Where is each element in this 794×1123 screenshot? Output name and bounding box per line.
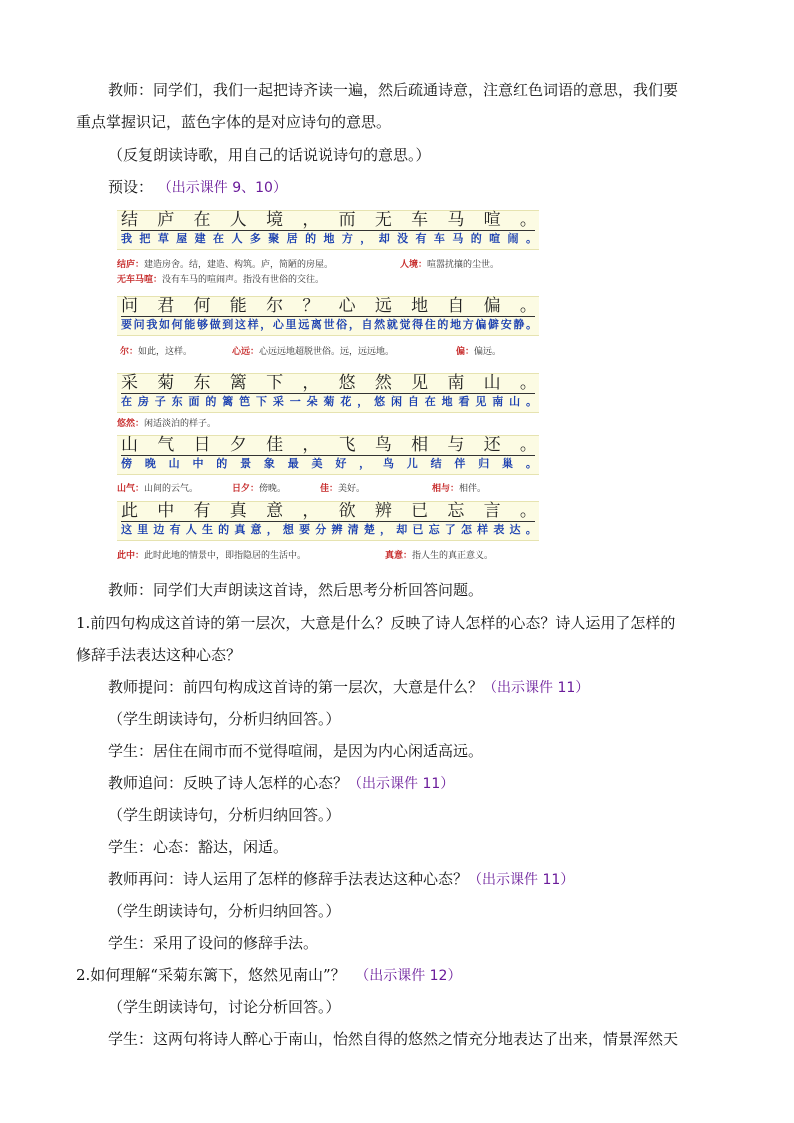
note-4b: 日夕：傍晚。 — [232, 484, 287, 494]
preset-label: 预设： — [108, 178, 154, 196]
note-5a: 此中：此时此地的情景中，即指隐居的生活中。 — [117, 551, 307, 561]
poem-line-1 — [117, 210, 539, 250]
poem-line-translation: 傍 晚 山 中 的 景 象 最 美 好 ， 鸟 儿 结 伴 归 巢 。 — [121, 457, 537, 470]
poem-line-translation: 我 把 草 屋 建 在 人 多 聚 居 的 地 方 ， 却 没 有 车 马 的 喧 闹 。 — [121, 232, 537, 245]
note-4a: 山气：山间的云气。 — [117, 484, 199, 494]
teacher-ask-line: 教师提问：前四句构成这首诗的第一层次，大意是什么？（出示课件 11） — [108, 678, 590, 696]
note-4d: 相与：相伴。 — [432, 484, 487, 494]
teacher-followup-line: 教师追问：反映了诗人怎样的心态？（出示课件 11） — [108, 774, 455, 792]
note-5b: 真意：指人生的真正意义。 — [385, 551, 494, 561]
poem-line-text: 此 中 有 真 意 ， 欲 辨 已 忘 言 。 — [121, 501, 537, 521]
intro-line-3: （反复朗读诗歌，用自己的话说说诗句的意思。） — [108, 146, 431, 164]
intro-line-2: 重点掌握识记，蓝色字体的是对应诗句的意思。 — [76, 113, 392, 131]
poem-line-4 — [117, 435, 539, 475]
student-action-2: （学生朗读诗句，分析归纳回答。） — [108, 806, 341, 824]
note-3a: 悠然：闲适淡泊的样子。 — [117, 419, 217, 429]
note-1c: 无车马喧：没有车马的喧闹声。指没有世俗的交往。 — [117, 275, 325, 285]
poem-line-translation: 要 问 我 如 何 能 够 做 到 这 样 ， 心 里 远 离 世 俗 ， 自 然 就 觉 得 住 的 地 方 偏 僻 安 静 。 — [121, 318, 537, 331]
question-1-line-2: 修辞手法表达这种心态？ — [76, 646, 242, 664]
student-answer-2: 学生：心态：豁达，闲适。 — [108, 838, 289, 856]
student-action-1: （学生朗读诗句，分析归纳回答。） — [108, 710, 341, 728]
poem-line-text: 山 气 日 夕 佳 ， 飞 鸟 相 与 还 。 — [121, 435, 537, 455]
poem-line-2 — [117, 296, 539, 336]
slide-ref: （出示课件 11） — [348, 776, 455, 792]
poem-line-text: 结 庐 在 人 境 ， 而 无 车 马 喧 。 — [121, 210, 537, 230]
poem-line-3 — [117, 373, 539, 413]
question-1-line-1: 1.前四句构成这首诗的第一层次，大意是什么？反映了诗人怎样的心态？诗人运用了怎样的 — [76, 614, 676, 632]
note-4c: 佳：美好。 — [320, 484, 366, 494]
student-action-3: （学生朗读诗句，分析归纳回答。） — [108, 902, 341, 920]
note-1a: 结庐：建造房舍。结，建造、构筑。庐，简陋的房屋。 — [117, 260, 334, 270]
preset-line — [108, 177, 287, 198]
teacher-reask-line: 教师再问：诗人运用了怎样的修辞手法表达这种心态？（出示课件 11） — [108, 870, 575, 888]
poem-line-5 — [117, 501, 539, 541]
intro-line-1: 教师：同学们，我们一起把诗齐读一遍，然后疏通诗意，注意红色词语的意思，我们要 — [108, 81, 679, 99]
slide-ref: （出示课件 11） — [483, 680, 590, 696]
poem-line-text: 问 君 何 能 尔 ？ 心 远 地 自 偏 。 — [121, 296, 537, 316]
teacher-read-line: 教师：同学们大声朗读这首诗，然后思考分析回答问题。 — [108, 581, 484, 599]
poem-line-translation: 这 里 边 有 人 生 的 真 意 ， 想 要 分 辨 清 楚 ， 却 已 忘 了 怎 样 表 达 。 — [121, 523, 537, 536]
student-answer-3: 学生：采用了设问的修辞手法。 — [108, 934, 319, 952]
student-action-4: （学生朗读诗句，讨论分析回答。） — [108, 998, 341, 1016]
student-answer-1: 学生：居住在闹市而不觉得喧闹，是因为内心闲适高远。 — [108, 742, 484, 760]
note-2b: 心远：心远远地超脱世俗。远，远远地。 — [232, 347, 395, 357]
note-1b: 人境：喧嚣扰攘的尘世。 — [400, 260, 500, 270]
slide-ref: （出示课件 11） — [468, 872, 575, 888]
preset-ref: （出示课件 9、10） — [157, 180, 287, 196]
note-2a: 尔：如此，这样。 — [120, 347, 193, 357]
slide-ref: （出示课件 12） — [355, 968, 462, 984]
student-answer-4: 学生：这两句将诗人醉心于南山，怡然自得的悠然之情充分地表达了出来，情景浑然天 — [108, 1030, 679, 1048]
question-2-line: 2.如何理解“采菊东篱下，悠然见南山”？ （出示课件 12） — [76, 966, 462, 984]
poem-line-text: 采 菊 东 篱 下 ， 悠 然 见 南 山 。 — [121, 373, 537, 393]
poem-line-translation: 在 房 子 东 面 的 篱 笆 下 采 一 朵 菊 花 ， 悠 闲 自 在 地 看 见 南 山 。 — [121, 395, 537, 408]
note-2c: 偏：偏远。 — [456, 347, 502, 357]
